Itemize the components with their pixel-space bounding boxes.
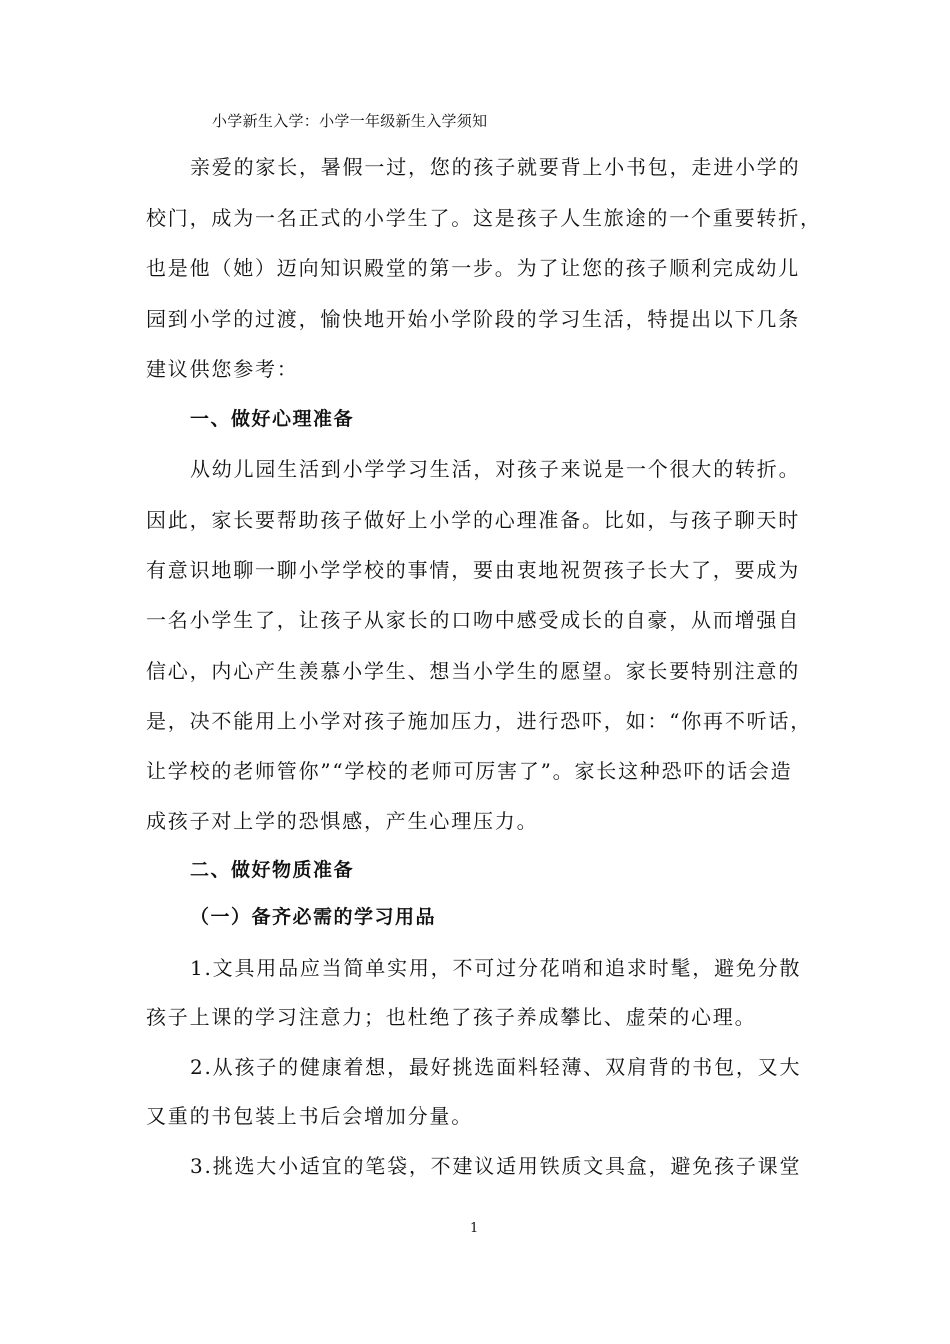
body-line: 信心，内心产生羡慕小学生、想当小学生的愿望。家长要特别注意的 [146, 659, 800, 683]
body-line: 建议供您参考： [146, 357, 299, 381]
body-line: 因此，家长要帮助孩子做好上小学的心理准备。比如，与孩子聊天时 [146, 508, 800, 532]
body-line: 有意识地聊一聊小学学校的事情，要由衷地祝贺孩子长大了，要成为 [146, 558, 800, 582]
list-item-line: 3.挑选大小适宜的笔袋，不建议适用铁质文具盒，避免孩子课堂 [190, 1154, 802, 1178]
body-line: 也是他（她）迈向知识殿堂的第一步。为了让您的孩子顺利完成幼儿 [146, 256, 800, 280]
body-line: 园到小学的过渡，愉快地开始小学阶段的学习生活，特提出以下几条 [146, 307, 800, 331]
body-line: 成孩子对上学的恐惧感，产生心理压力。 [146, 809, 539, 833]
body-line: 亲爱的家长，暑假一过，您的孩子就要背上小书包，走进小学的 [190, 155, 801, 179]
body-line: 让学校的老师管你”“学校的老师可厉害了”。家长这种恐吓的话会造 [146, 759, 793, 783]
page-number: 1 [470, 1221, 479, 1236]
section-heading-material: 二、做好物质准备 [190, 859, 355, 881]
body-line: 孩子上课的学习注意力；也杜绝了孩子养成攀比、虚荣的心理。 [146, 1005, 757, 1029]
body-line: 是，决不能用上小学对孩子施加压力，进行恐吓，如：“你再不听话， [146, 709, 813, 733]
body-line: 从幼儿园生活到小学学习生活，对孩子来说是一个很大的转折。 [190, 457, 801, 481]
list-item-line: 2.从孩子的健康着想，最好挑选面料轻薄、双肩背的书包，又大 [190, 1055, 802, 1079]
subsection-heading-supplies: （一）备齐必需的学习用品 [190, 906, 437, 928]
body-line: 校门，成为一名正式的小学生了。这是孩子人生旅途的一个重要转折， [146, 206, 822, 230]
list-item-line: 1.文具用品应当简单实用，不可过分花哨和追求时髦，避免分散 [190, 956, 802, 980]
body-line: 又重的书包装上书后会增加分量。 [146, 1104, 473, 1128]
body-line: 一名小学生了，让孩子从家长的口吻中感受成长的自豪，从而增强自 [146, 608, 800, 632]
section-heading-psychological: 一、做好心理准备 [190, 408, 355, 430]
document-title: 小学新生入学：小学一年级新生入学须知 [212, 112, 488, 130]
